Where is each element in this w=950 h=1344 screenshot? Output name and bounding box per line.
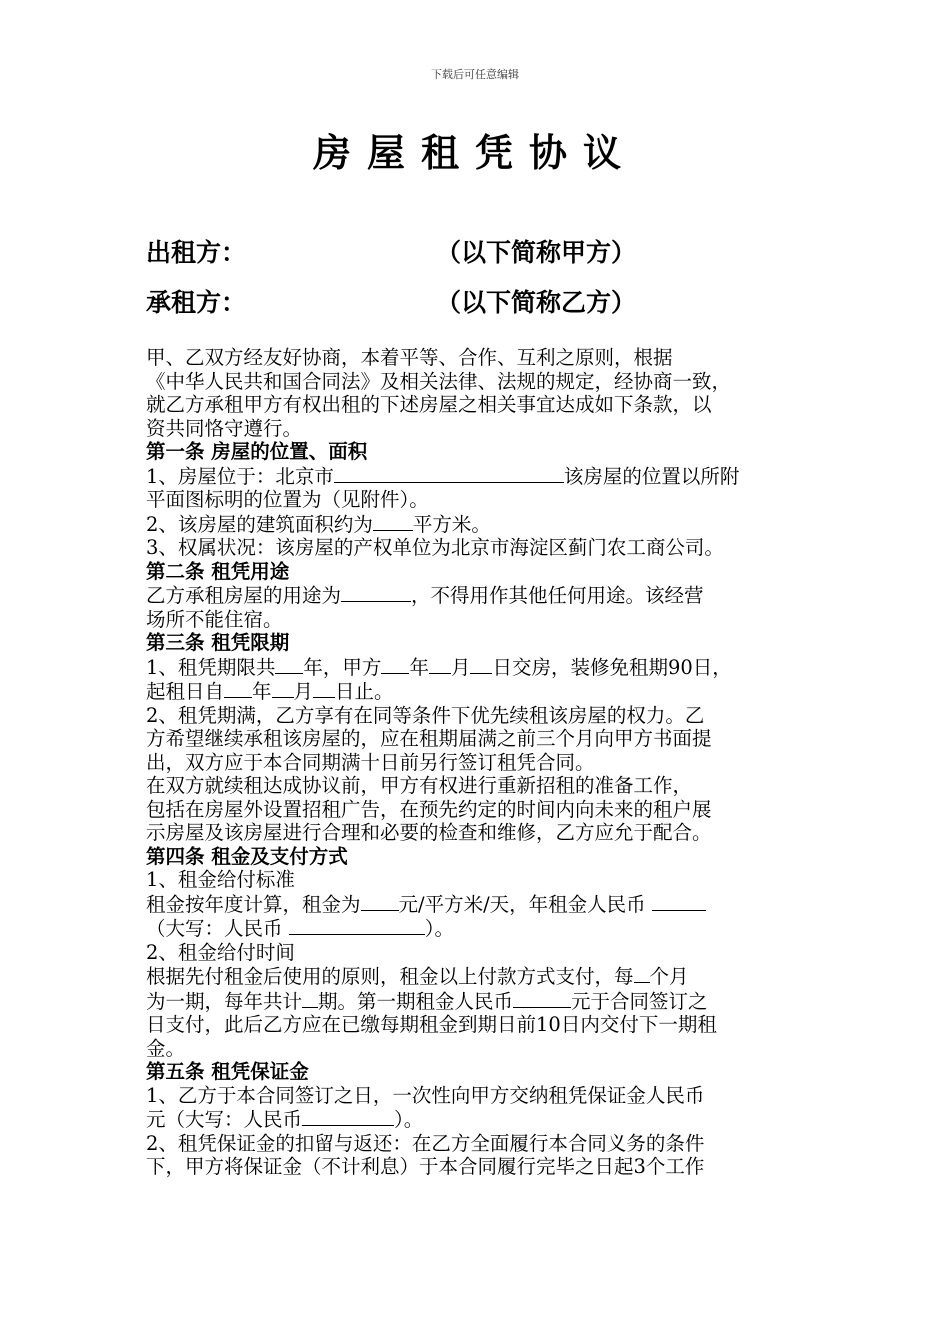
- text: 个月: [649, 965, 689, 988]
- blank-line: [634, 964, 650, 983]
- text: 1、租凭期限共: [146, 655, 276, 679]
- body-line: [146, 512, 826, 537]
- body-line: [146, 989, 826, 1014]
- body-line: 平面图标明的位置为（见附件）。: [146, 488, 429, 511]
- body-line: 方希望继续承租该房屋的，应在租期届满之前三个月向甲方书面提: [146, 727, 712, 750]
- text: 期。第一期租金人民币: [318, 989, 514, 1013]
- text: 日交房，装修免租期90日，: [492, 655, 732, 679]
- blank-line: [470, 655, 492, 674]
- text: 年: [252, 680, 272, 703]
- text: 年: [409, 655, 429, 679]
- body-line: [146, 655, 826, 680]
- body-line: [146, 583, 826, 608]
- blank-line: [313, 679, 335, 698]
- text: 月: [450, 655, 471, 679]
- text: 1、房屋位于：北京市: [146, 464, 334, 488]
- body-line: 日支付，此后乙方应在已缴每期租金到期日前10日内交付下一期租: [146, 1013, 717, 1036]
- text: 该房屋的位置以所附: [563, 464, 740, 488]
- blank-line: [224, 679, 252, 698]
- document-title: 房屋租凭协议: [312, 131, 637, 175]
- section-3-title: 第三条 租凭限期: [146, 631, 290, 654]
- blank-line: [652, 892, 706, 911]
- body-line: [146, 964, 826, 989]
- intro-line: 资共同恪守遵行。: [146, 416, 303, 440]
- text: 乙方承租房屋的用途为: [146, 584, 342, 607]
- intro-line: 《中华人民共和国合同法》及相关法律、法规的规定，经协商一致，: [146, 369, 732, 393]
- body-line: 2、租凭保证金的扣留与返还：在乙方全面履行本合同义务的条件: [146, 1131, 705, 1155]
- lessee-abbreviation: （以下简称乙方）: [436, 288, 637, 317]
- body-line: 1、乙方于本合同签订之日，一次性向甲方交纳租凭保证金人民币: [146, 1083, 705, 1107]
- blank-line: [513, 989, 571, 1008]
- text: 起租日自: [146, 680, 225, 703]
- body-line: [146, 679, 826, 704]
- lessee-line: [146, 283, 637, 319]
- text: 平方米。: [412, 512, 491, 536]
- body-line: 在双方就续租达成协议前，甲方有权进行重新招租的准备工作，: [146, 774, 693, 797]
- text: 根据先付租金后使用的原则，租金以上付款方式支付，每: [146, 965, 634, 988]
- text: 元于合同签订之: [571, 989, 708, 1013]
- body-line: 示房屋及该房屋进行合理和必要的检查和维修，乙方应允于配合。: [146, 821, 712, 844]
- lessor-abbreviation: （以下简称甲方）: [436, 238, 637, 267]
- text: 为一期，每年共计: [146, 989, 303, 1013]
- text: （大写：人民币: [146, 917, 289, 940]
- text: 元（大写：人民币: [146, 1108, 303, 1131]
- blank-line: [272, 679, 294, 698]
- lessor-label: 出租方：: [146, 238, 247, 267]
- blank-line: [289, 916, 425, 935]
- blank-line: [361, 892, 399, 911]
- body-line: 2、租凭期满，乙方享有在同等条件下优先续租该房屋的权力。乙: [146, 703, 705, 727]
- body-line: 下，甲方将保证金（不计利息）于本合同履行完毕之日起3个工作: [146, 1155, 705, 1178]
- blank-line: [302, 1107, 394, 1126]
- lessee-label: 承租方：: [146, 288, 247, 317]
- body-line: [146, 1107, 826, 1132]
- body-line: 出，双方应于本合同期满十日前另行签订租凭合同。: [146, 750, 595, 774]
- intro-line: 就乙方承租甲方有权出租的下述房屋之相关事宜达成如下条款，以: [146, 393, 712, 416]
- section-1-title: 第一条 房屋的位置、面积: [146, 440, 368, 463]
- body-line: [146, 464, 826, 489]
- blank-line: [341, 583, 411, 602]
- blank-line: [381, 655, 409, 674]
- text: ）。: [424, 917, 454, 940]
- header-note: 下载后可任意编辑: [431, 68, 519, 81]
- text: 元/平方米/天，年租金人民币: [398, 892, 652, 916]
- lessor-line: [146, 233, 637, 269]
- text: 月: [293, 680, 314, 703]
- body-line: 3、权属状况：该房屋的产权单位为北京市海淀区蓟门农工商公司。: [146, 536, 724, 559]
- blank-line: [429, 655, 451, 674]
- section-4-title: 第四条 租金及支付方式: [146, 844, 348, 868]
- section-5-title: 第五条 租凭保证金: [146, 1060, 309, 1083]
- contract-body: [146, 346, 826, 1179]
- body-line: 1、租金给付标准: [146, 868, 295, 891]
- text: 年，甲方: [303, 655, 382, 679]
- text: ，不得用作其他任何用途。该经营: [411, 584, 704, 607]
- body-line: 2、租金给付时间: [146, 940, 295, 964]
- text: 日止。: [335, 680, 394, 703]
- blank-line: [275, 655, 303, 674]
- blank-line: [302, 989, 318, 1008]
- blank-line: [334, 464, 564, 483]
- body-line: 包括在房屋外设置招租广告，在预先约定的时间内向未来的租户展: [146, 797, 712, 821]
- section-2-title: 第二条 租凭用途: [146, 559, 290, 583]
- text: ）。: [394, 1108, 424, 1131]
- body-line: 场所不能住宿。: [146, 607, 283, 631]
- body-line: 金。: [146, 1036, 186, 1060]
- blank-line: [373, 512, 413, 531]
- intro-line: 甲、乙双方经友好协商，本着平等、合作、互利之原则，根据: [146, 346, 673, 369]
- text: 租金按年度计算，租金为: [146, 892, 361, 916]
- body-line: [146, 892, 826, 917]
- text: 2、该房屋的建筑面积约为: [146, 512, 373, 536]
- body-line: [146, 916, 826, 941]
